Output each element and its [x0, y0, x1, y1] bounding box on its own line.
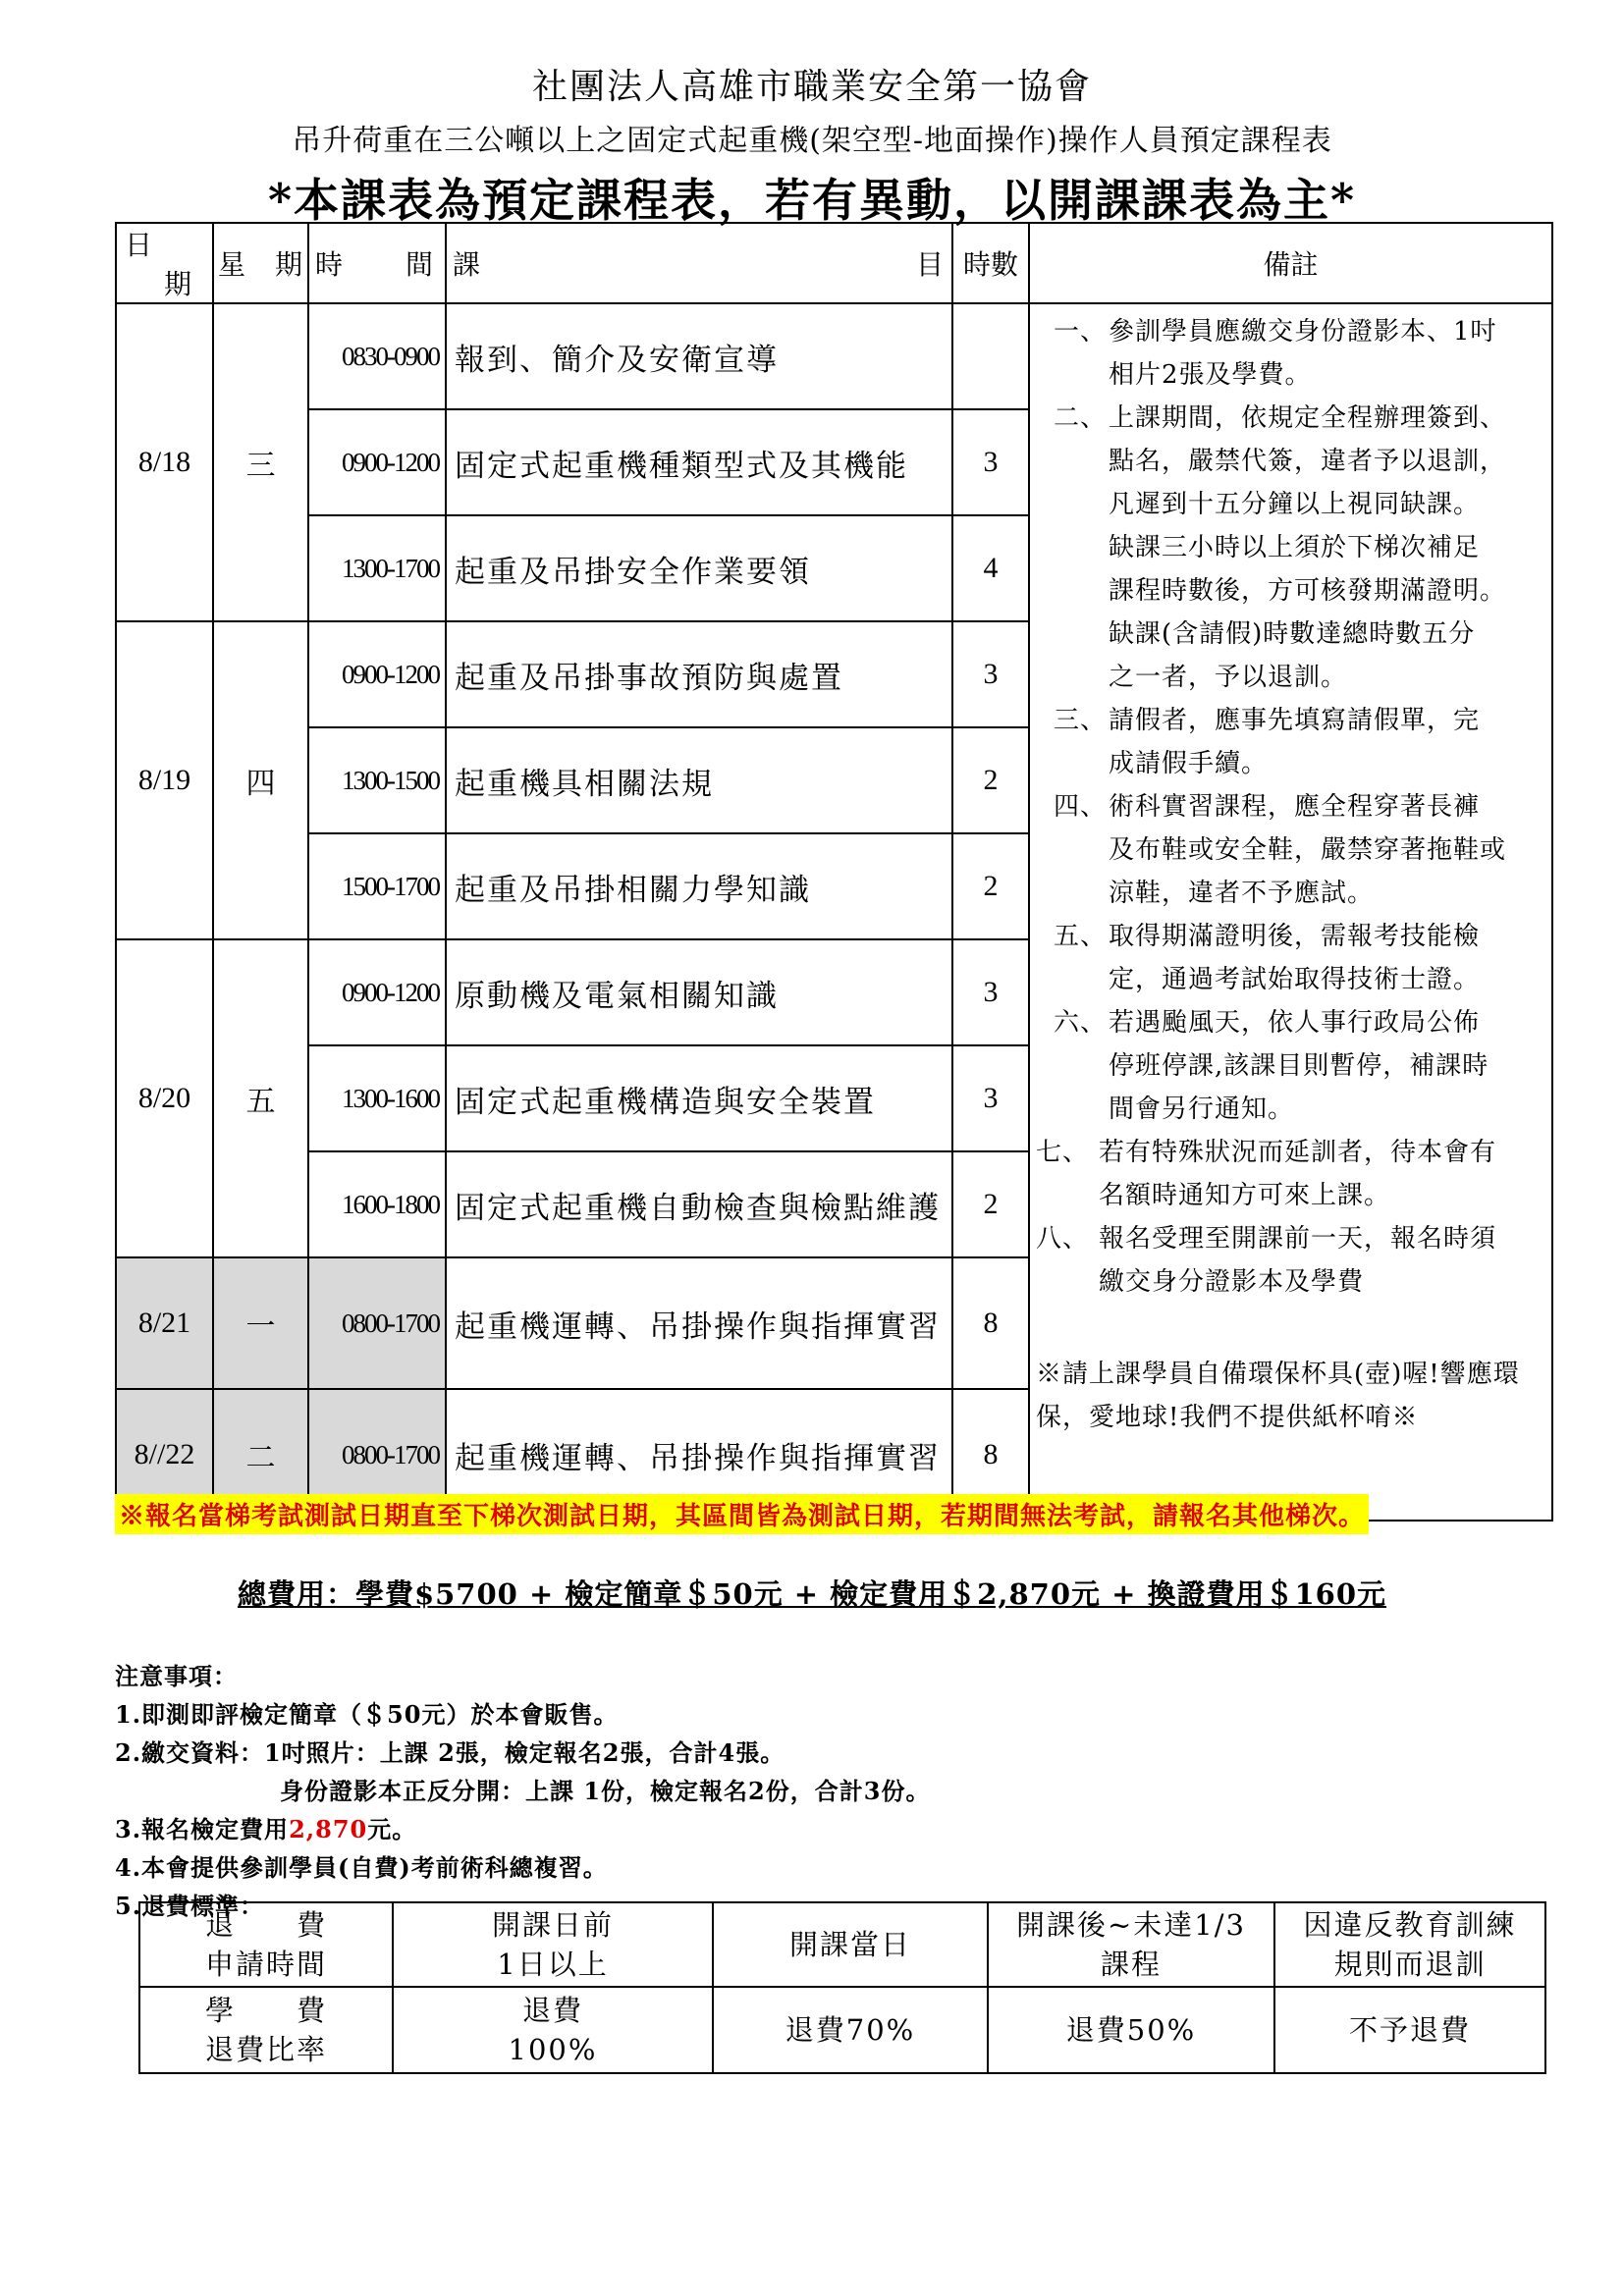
header-remarks: 備註	[1029, 223, 1552, 303]
remark-number: 八、	[1036, 1224, 1090, 1254]
remark-item	[1036, 1131, 1545, 1217]
remark-item	[1036, 699, 1545, 785]
note-item: 4.本會提供參訓學員(自費)考前術科總複習。	[115, 1853, 608, 1882]
remark-line: 請假者，應事先填寫請假單，完	[1109, 706, 1481, 735]
table-row	[116, 303, 1552, 409]
refund-cell: 退 費 申請時間	[139, 1902, 393, 1987]
course-cell: 起重及吊掛相關力學知識	[446, 833, 952, 939]
total-fee: 總費用：學費$5700 + 檢定簡章＄50元 + 檢定費用＄2,870元 + 換證費用＄160元	[237, 1577, 1387, 1611]
header-date: 日期	[116, 223, 213, 303]
weekday-cell: 四	[213, 621, 308, 939]
remark-number: 一、	[1054, 317, 1108, 347]
time-cell: 1300-1500	[308, 727, 446, 833]
refund-cell: 退費 100%	[393, 1987, 713, 2073]
table-header-row	[116, 223, 1552, 303]
note-item: 5.退費標準：	[115, 1892, 265, 1920]
hours-cell: 3	[952, 621, 1029, 727]
course-cell: 起重機運轉、吊掛操作與指揮實習	[446, 1257, 952, 1389]
remark-line: 報名受理至開課前一天，報名時須	[1099, 1224, 1497, 1254]
remark-line: 缺課(含請假)時數達總時數五分	[1109, 619, 1476, 649]
remark-line: 術科實習課程，應全程穿著長褲	[1109, 792, 1481, 822]
hours-cell: 3	[952, 409, 1029, 515]
hours-cell: 3	[952, 1045, 1029, 1151]
hours-cell: 3	[952, 939, 1029, 1045]
remark-line: 成請假手續。	[1109, 749, 1269, 778]
remark-item	[1036, 915, 1545, 1001]
refund-header-row	[139, 1902, 1545, 1987]
exam-fee-amount: 2,870	[289, 1815, 368, 1843]
date-cell: 8/18	[116, 303, 213, 621]
notes-title: 注意事項：	[115, 1662, 238, 1690]
refund-cell: 學 費 退費比率	[139, 1987, 393, 2073]
time-cell: 0900-1200	[308, 409, 446, 515]
eco-note: ※請上課學員自備環保杯具(壺)喔!響應環保，愛地球!我們不提供紙杯唷※	[1036, 1360, 1520, 1432]
remark-line: 上課期間，依規定全程辦理簽到、	[1109, 403, 1507, 433]
remarks-cell	[1029, 303, 1552, 1521]
weekday-cell: 五	[213, 939, 308, 1257]
refund-cell: 因違反教育訓練 規則而退訓	[1274, 1902, 1545, 1987]
remark-number: 七、	[1036, 1138, 1090, 1167]
time-cell: 1300-1700	[308, 515, 446, 621]
remark-line: 間會另行通知。	[1109, 1095, 1295, 1124]
remark-line: 停班停課,該課目則暫停，補課時	[1109, 1051, 1489, 1081]
remarks-list	[1036, 310, 1545, 1304]
refund-cell: 不予退費	[1274, 1987, 1545, 2073]
hours-cell: 2	[952, 1151, 1029, 1257]
remark-item	[1036, 785, 1545, 915]
remark-line: 之一者，予以退訓。	[1109, 663, 1348, 692]
refund-rate-row	[139, 1987, 1545, 2073]
remark-line: 若遇颱風天，依人事行政局公佈	[1109, 1008, 1481, 1038]
schedule-table	[115, 222, 1553, 1522]
time-cell: 0800-1700	[308, 1257, 446, 1389]
hours-cell: 8	[952, 1389, 1029, 1521]
time-cell: 1600-1800	[308, 1151, 446, 1257]
course-cell: 報到、簡介及安衛宣導	[446, 303, 952, 409]
time-cell: 0830-0900	[308, 303, 446, 409]
hours-cell: 2	[952, 727, 1029, 833]
time-cell: 0900-1200	[308, 939, 446, 1045]
schedule-notice: *本課表為預定課程表，若有異動，以開課課表為主*	[267, 174, 1357, 227]
course-cell: 原動機及電氣相關知識	[446, 939, 952, 1045]
refund-cell: 開課後~未達1/3 課程	[988, 1902, 1274, 1987]
note-item: 2.繳交資料：1吋照片：上課 2張，檢定報名2張，合計4張。	[115, 1738, 785, 1767]
remark-line: 名額時通知方可來上課。	[1099, 1181, 1391, 1210]
document-subtitle: 吊升荷重在三公噸以上之固定式起重機(架空型-地面操作)操作人員預定課程表	[292, 124, 1332, 158]
refund-table	[138, 1901, 1546, 2074]
note-item: 3.報名檢定費用2,870元。	[115, 1815, 417, 1843]
remark-number: 四、	[1054, 792, 1108, 822]
time-cell: 0800-1700	[308, 1389, 446, 1521]
refund-cell: 開課當日	[713, 1902, 988, 1987]
time-cell: 0900-1200	[308, 621, 446, 727]
date-cell: 8/21	[116, 1257, 213, 1389]
remark-item	[1036, 1001, 1545, 1131]
time-cell: 1500-1700	[308, 833, 446, 939]
date-cell: 8/19	[116, 621, 213, 939]
refund-cell: 退費70%	[713, 1987, 988, 2073]
note-item: 身份證影本正反分開：上課 1份，檢定報名2份，合計3份。	[280, 1777, 931, 1805]
remark-line: 相片2張及學費。	[1109, 360, 1312, 390]
course-cell: 起重機運轉、吊掛操作與指揮實習	[446, 1389, 952, 1521]
refund-cell: 退費50%	[988, 1987, 1274, 2073]
remark-number: 六、	[1054, 1008, 1108, 1038]
remark-line: 定，通過考試始取得技術士證。	[1109, 965, 1481, 994]
hours-cell: 2	[952, 833, 1029, 939]
remark-item	[1036, 310, 1545, 397]
refund-cell: 開課日前 1日以上	[393, 1902, 713, 1987]
remark-number: 三、	[1054, 706, 1108, 735]
notes-section	[115, 1657, 930, 1925]
hours-cell	[952, 303, 1029, 409]
note-item: 1.即測即評檢定簡章（＄50元）於本會販售。	[115, 1700, 619, 1729]
course-cell: 起重及吊掛安全作業要領	[446, 515, 952, 621]
weekday-cell: 二	[213, 1389, 308, 1521]
remark-line: 涼鞋，違者不予應試。	[1109, 879, 1375, 908]
remark-item	[1036, 397, 1545, 699]
course-cell: 固定式起重機自動檢查與檢點維護	[446, 1151, 952, 1257]
course-cell: 固定式起重機構造與安全裝置	[446, 1045, 952, 1151]
course-cell: 起重及吊掛事故預防與處置	[446, 621, 952, 727]
remark-line: 參訓學員應繳交身份證影本、1吋	[1109, 317, 1497, 347]
remark-number: 五、	[1054, 922, 1108, 951]
header-weekday: 星 期	[213, 223, 308, 303]
course-cell: 起重機具相關法規	[446, 727, 952, 833]
remark-line: 凡遲到十五分鐘以上視同缺課。	[1109, 490, 1481, 519]
remark-line: 課程時數後，方可核發期滿證明。	[1109, 576, 1507, 606]
course-cell: 固定式起重機種類型式及其機能	[446, 409, 952, 515]
remark-line: 及布鞋或安全鞋，嚴禁穿著拖鞋或	[1109, 835, 1507, 865]
remark-line: 取得期滿證明後，需報考技能檢	[1109, 922, 1481, 951]
date-cell: 8/20	[116, 939, 213, 1257]
remark-line: 點名，嚴禁代簽，違者予以退訓，	[1109, 447, 1507, 476]
date-cell: 8//22	[116, 1389, 213, 1521]
header-hours: 時數	[952, 223, 1029, 303]
hours-cell: 8	[952, 1257, 1029, 1389]
header-course: 課 目	[446, 223, 952, 303]
organization-title: 社團法人高雄市職業安全第一協會	[531, 67, 1092, 107]
hours-cell: 4	[952, 515, 1029, 621]
remark-line: 缺課三小時以上須於下梯次補足	[1109, 533, 1481, 562]
registration-warning: ※報名當梯考試測試日期直至下梯次測試日期，其區間皆為測試日期，若期間無法考試，請報名其他梯次。	[115, 1494, 1369, 1534]
remark-number: 二、	[1054, 403, 1108, 433]
weekday-cell: 三	[213, 303, 308, 621]
weekday-cell: 一	[213, 1257, 308, 1389]
header-time: 時 間	[308, 223, 446, 303]
remark-item	[1036, 1217, 1545, 1304]
remark-line: 若有特殊狀況而延訓者，待本會有	[1099, 1138, 1497, 1167]
time-cell: 1300-1600	[308, 1045, 446, 1151]
remark-line: 繳交身分證影本及學費	[1099, 1267, 1365, 1297]
